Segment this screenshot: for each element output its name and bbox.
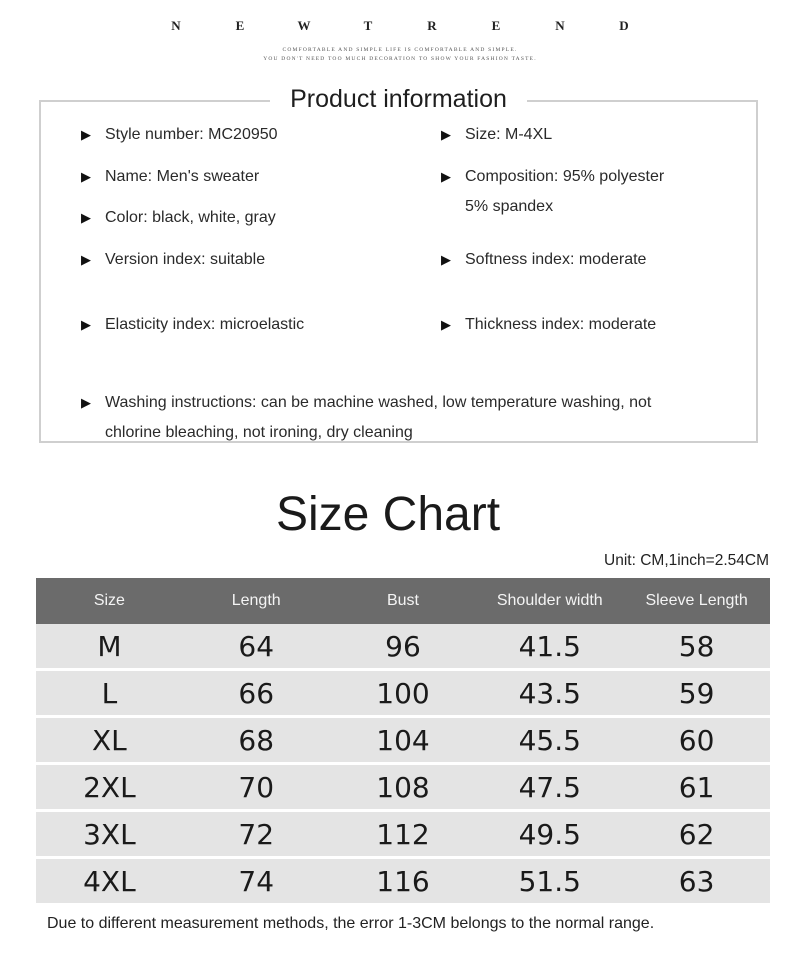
brand-letter: W (297, 18, 311, 33)
brand-letter: D (619, 18, 629, 33)
info-washing-instructions (81, 388, 652, 448)
cell-shoulder-width: 47.5 (476, 764, 623, 811)
info-text: Washing instructions: can be machine washed, low temperature washing, not (105, 394, 652, 411)
info-size (441, 120, 553, 150)
cell-shoulder-width: 49.5 (476, 811, 623, 858)
bullet-arrow-icon: ▶ (81, 127, 91, 142)
bullet-arrow-icon: ▶ (441, 317, 451, 332)
info-style-number (81, 120, 278, 150)
cell-bust: 112 (330, 811, 477, 858)
cell-bust: 104 (330, 717, 477, 764)
table-row (36, 764, 770, 811)
header-sleeve-length: Sleeve Length (623, 578, 770, 624)
info-text: 5% spandex (465, 198, 554, 215)
info-text: Version index: suitable (105, 251, 266, 268)
brand-wordmark (0, 18, 800, 34)
info-text: Composition: 95% polyester (465, 168, 665, 185)
size-chart-title: Size Chart (275, 488, 501, 541)
header-length: Length (183, 578, 330, 624)
table-row (36, 717, 770, 764)
cell-size: XL (36, 717, 183, 764)
bullet-arrow-icon: ▶ (441, 169, 451, 184)
header-size: Size (36, 578, 183, 624)
table-row (36, 811, 770, 858)
brand-letter: T (363, 18, 373, 33)
cell-bust: 108 (330, 764, 477, 811)
info-text: Elasticity index: microelastic (105, 316, 305, 333)
cell-length: 66 (183, 670, 330, 717)
table-row (36, 670, 770, 717)
info-elasticity-index (81, 310, 305, 340)
cell-length: 68 (183, 717, 330, 764)
info-text: Name: Men's sweater (105, 168, 260, 185)
info-text: Thickness index: moderate (465, 316, 657, 333)
cell-bust: 100 (330, 670, 477, 717)
cell-length: 74 (183, 858, 330, 905)
brand-tagline-line: COMFORTABLE AND SIMPLE LIFE IS COMFORTABLE AND SIMPLE. (282, 47, 518, 53)
bullet-arrow-icon: ▶ (81, 210, 91, 225)
table-row (36, 624, 770, 670)
product-info-title-wrap (41, 85, 756, 114)
info-text: Softness index: moderate (465, 251, 647, 268)
bullet-arrow-icon: ▶ (81, 252, 91, 267)
cell-bust: 96 (330, 624, 477, 670)
cell-size: 3XL (36, 811, 183, 858)
info-color (81, 203, 276, 233)
cell-size: 4XL (36, 858, 183, 905)
header-shoulder-width: Shoulder width (476, 578, 623, 624)
size-chart-table (36, 578, 770, 906)
brand-tagline (0, 46, 800, 64)
cell-sleeve-length: 59 (623, 670, 770, 717)
measurement-note: Due to different measurement methods, the error 1-3CM belongs to the normal range. (47, 915, 655, 932)
cell-length: 70 (183, 764, 330, 811)
cell-sleeve-length: 60 (623, 717, 770, 764)
info-composition (441, 162, 665, 222)
cell-length: 72 (183, 811, 330, 858)
bullet-arrow-icon: ▶ (441, 252, 451, 267)
bullet-arrow-icon: ▶ (441, 127, 451, 142)
bullet-arrow-icon: ▶ (81, 317, 91, 332)
size-chart-header-row (36, 578, 770, 624)
cell-shoulder-width: 45.5 (476, 717, 623, 764)
bullet-arrow-icon: ▶ (81, 395, 91, 410)
info-text: Color: black, white, gray (105, 209, 276, 226)
brand-letter: R (427, 18, 437, 33)
cell-size: 2XL (36, 764, 183, 811)
cell-sleeve-length: 58 (623, 624, 770, 670)
cell-size: M (36, 624, 183, 670)
brand-letter: E (491, 18, 501, 33)
info-text: chlorine bleaching, not ironing, dry cleaning (105, 424, 413, 441)
info-version-index (81, 245, 266, 275)
info-text: Size: M-4XL (465, 126, 553, 143)
cell-sleeve-length: 63 (623, 858, 770, 905)
unit-note: Unit: CM,1inch=2.54CM (604, 552, 769, 569)
product-info-title: Product information (270, 85, 527, 113)
table-row (36, 858, 770, 905)
brand-tagline-line: YOU DON'T NEED TOO MUCH DECORATION TO SHOW YOUR FASHION TASTE. (263, 56, 537, 62)
brand-letter: N (555, 18, 565, 33)
brand-letter: N (171, 18, 181, 33)
info-name (81, 162, 260, 192)
header-bust: Bust (330, 578, 477, 624)
cell-shoulder-width: 43.5 (476, 670, 623, 717)
info-text: Style number: MC20950 (105, 126, 278, 143)
cell-sleeve-length: 62 (623, 811, 770, 858)
brand-letter: E (235, 18, 245, 33)
info-thickness-index (441, 310, 657, 340)
bullet-arrow-icon: ▶ (81, 169, 91, 184)
product-info-box (39, 85, 758, 443)
cell-sleeve-length: 61 (623, 764, 770, 811)
cell-shoulder-width: 41.5 (476, 624, 623, 670)
cell-shoulder-width: 51.5 (476, 858, 623, 905)
cell-bust: 116 (330, 858, 477, 905)
brand-header (0, 18, 800, 64)
cell-size: L (36, 670, 183, 717)
cell-length: 64 (183, 624, 330, 670)
info-softness-index (441, 245, 647, 275)
